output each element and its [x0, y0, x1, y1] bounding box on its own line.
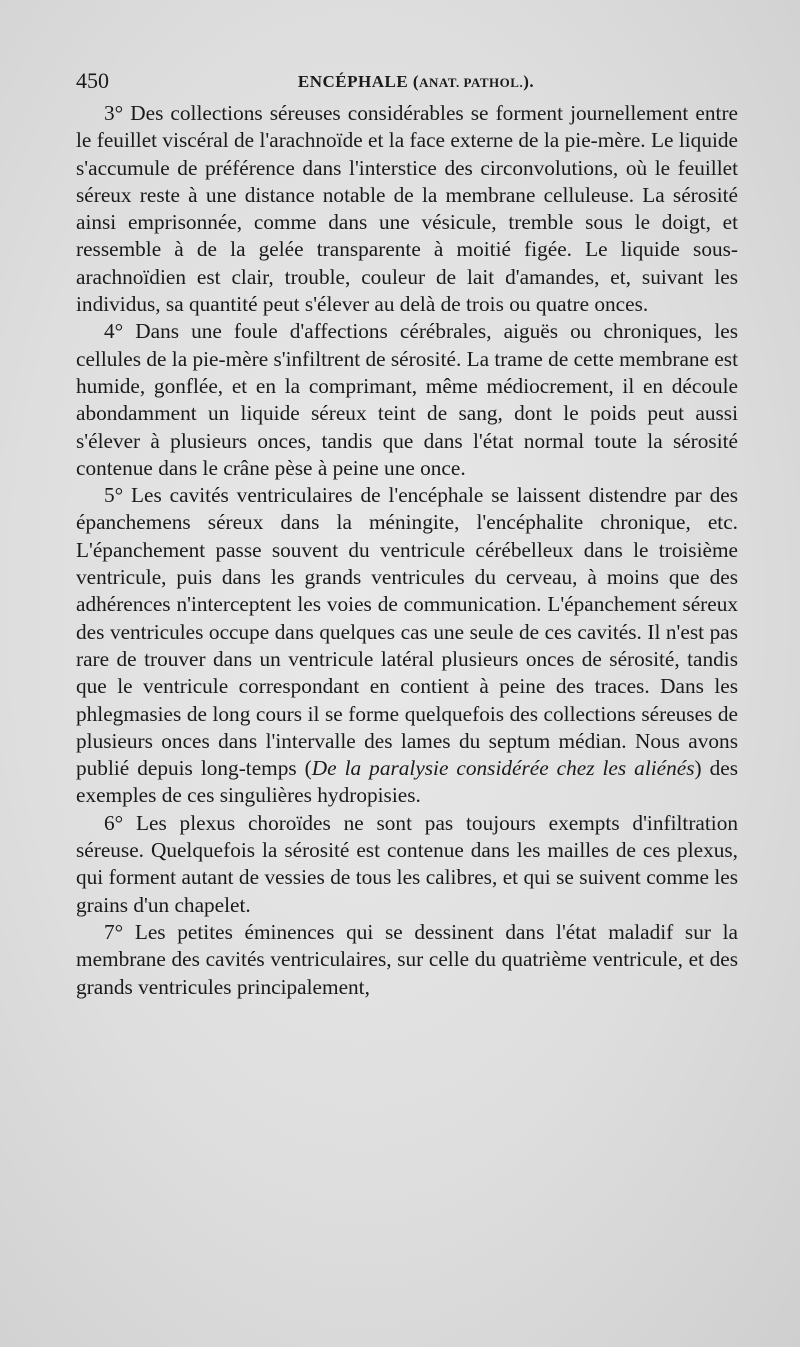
paragraph-text: 3° Des collections séreuses considérables se forment journellement entre le feuillet viscéral de l'arachnoïde et la face externe de la pie-mère. Le liquide s'accumule de préférence dans l'interstice des circonvolutions, où le feuillet séreux reste à une distance notable de la membrane celluleuse. La sérosité ainsi emprisonnée, comme dans une vésicule, tremble sous le doigt, et ressemble à de la gelée transparente à moitié figée. Le liquide sous-arachnoïdien est clair, trouble, couleur de lait d'amandes, et, suivant les individus, sa quantité peut s'élever au delà de trois ou quatre onces. [76, 101, 738, 317]
body-text [76, 100, 738, 1001]
page-header [76, 66, 756, 100]
page-number: 450 [76, 68, 109, 93]
paragraph-text: 6° Les plexus choroïdes ne sont pas toujours exempts d'infiltration séreuse. Quelquefois la sérosité est contenue dans les mailles de ces plexus, qui forment autant de vessies de tous les calibres, et qui se suivent comme les grains d'un chapelet. [76, 810, 738, 917]
paragraph-text: 4° Dans une foule d'affections cérébrales, aiguës ou chroniques, les cellules de la pie-mère s'infiltrent de sérosité. La trame de cette membrane est humide, gonflée, et en la comprimant, même médiocrement, il en découle abondamment un liquide séreux teint de sang, dont le poids peut aussi s'élever à plusieurs onces, tandis que dans l'état normal toute la sérosité contenue dans le crâne pèse à peine une once. [76, 319, 738, 480]
paragraph-4 [76, 318, 738, 482]
paragraph-text-after: ) des exemples de ces singulières hydropisies. [76, 756, 738, 808]
running-head-sub: ANAT. PATHOL. [419, 75, 524, 90]
running-head-close: ). [523, 72, 535, 91]
paragraph-6 [76, 810, 738, 919]
paragraph-3 [76, 100, 738, 318]
paragraph-text: 5° Les cavités ventriculaires de l'encéphale se laissent distendre par des épanchemens séreux dans la méningite, l'encéphalite chronique, etc. L'épanchement passe souvent du ventricule cérébelleux dans le troisième ventricule, puis dans les grands ventricules du cerveau, à moins que des adhérences n'interceptent les voies de communication. L'épanchement séreux des ventricules occupe dans quelques cas une seule de ces cavités. Il n'est pas rare de trouver dans un ventricule latéral plusieurs onces de sérosité, tandis que le ventricule correspondant en contient à peine des traces. Dans les phlegmasies de long cours il se forme quelquefois des collections séreuses de plusieurs onces dans l'intervalle des lames du septum médian. Nous avons publié depuis long-temps ( [76, 483, 738, 781]
paragraph-7 [76, 919, 738, 1001]
running-head [76, 72, 756, 92]
paragraph-text: 7° Les petites éminences qui se dessinent dans l'état maladif sur la membrane des cavités ventriculaires, sur celle du quatrième ventricule, et des grands ventricules principalement, [76, 919, 738, 999]
paragraph-5 [76, 482, 738, 810]
book-title-italic: De la paralysie considérée chez les aliénés [311, 756, 695, 781]
running-head-main: ENCÉPHALE ( [297, 72, 420, 91]
